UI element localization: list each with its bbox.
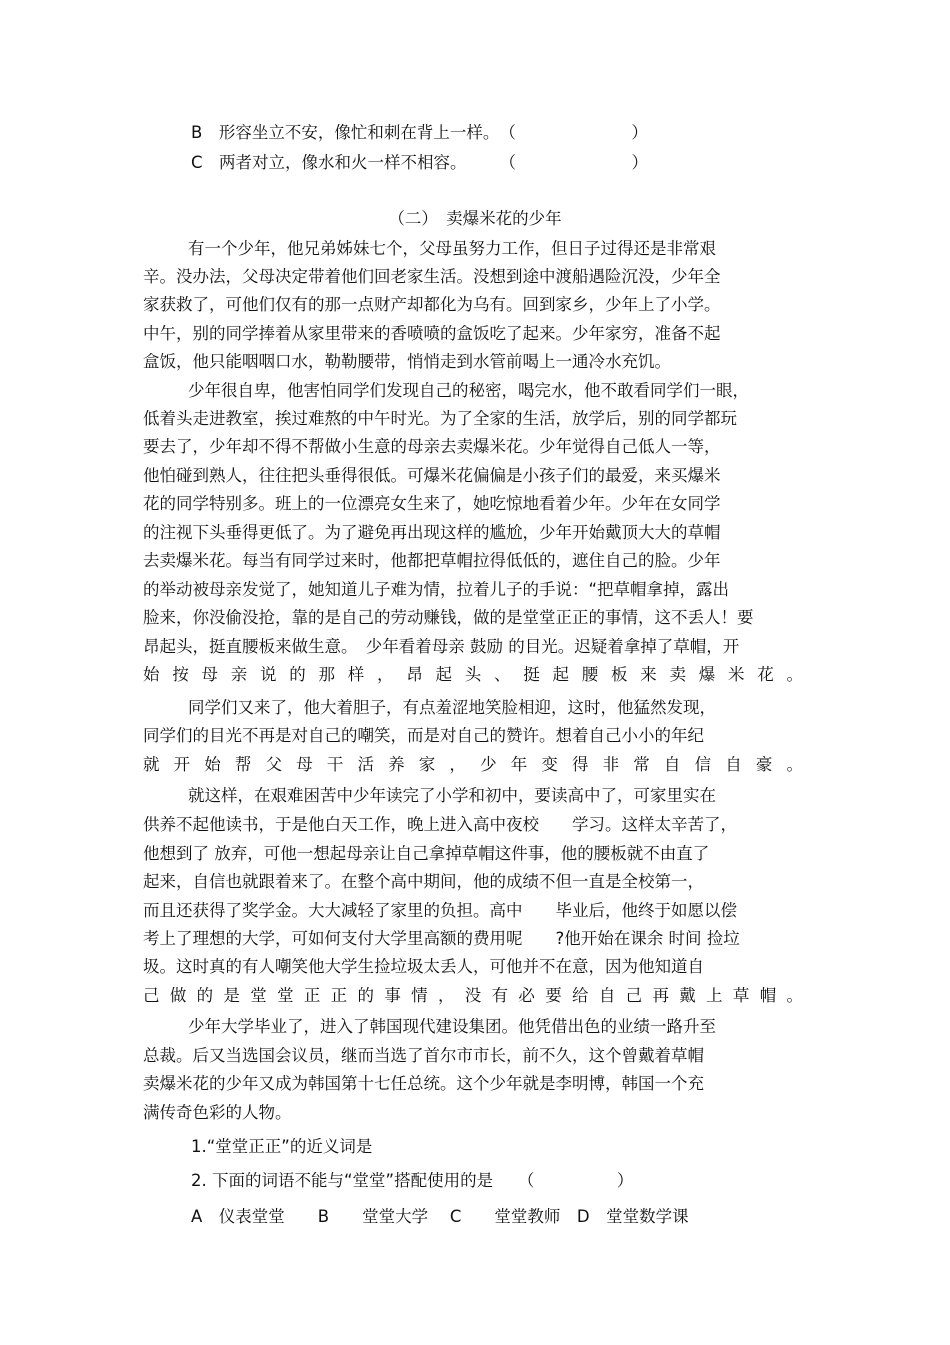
passage-line: 己做的是堂堂正正的事情，没有必要给自己再戴上草帽。 [143,986,803,1005]
passage-line: 辛。没办法，父母决定带着他们回老家生活。没想到途中渡船遇险沉没，少年全 [143,267,721,286]
passage-line: 他怕碰到熟人，往往把头垂得很低。可爆米花偏偏是小孩子们的最爱，来买爆米 [143,466,721,485]
passage-line: 始按母亲说的那样，昂起头、挺起腰板来卖爆米花。 [143,665,803,684]
passage-line: 圾。这时真的有人嘲笑他大学生捡垃圾太丢人，可他并不在意，因为他知道自 [143,957,704,976]
passage-line: 去卖爆米花。每当有同学过来时，他都把草帽拉得低低的，遮住自己的脸。少年 [143,551,721,570]
question-2: 2. 下面的词语不能与“堂堂”搭配使用的是 （ ） [191,1171,634,1190]
passage-line: 中午，别的同学捧着从家里带来的香喷喷的盒饭吃了起来。少年家穷，准备不起 [143,324,721,343]
passage-line: 盒饭，他只能咽咽口水，勒勒腰带，悄悄走到水管前喝上一通冷水充饥。 [143,352,671,371]
option-c: C 两者对立，像水和火一样不相容。 （ ） [191,153,649,172]
passage-line: 的举动被母亲发觉了，她知道儿子难为情，拉着儿子的手说：“把草帽拿掉，露出 [143,580,730,599]
option-b: B 形容坐立不安，像忙和刺在背上一样。 （ ） [191,123,648,142]
passage-line: 少年很自卑，他害怕同学们发现自己的秘密，喝完水，他不敢看同学们一眼， [188,381,749,400]
passage-line: 低着头走进教室，挨过难熬的中午时光。为了全家的生活，放学后，别的同学都玩 [143,409,737,428]
passage-line: 卖爆米花的少年又成为韩国第十七任总统。这个少年就是李明博，韩国一个充 [143,1074,704,1093]
answer-options: A 仪表堂堂 B 堂堂大学 C 堂堂教师 D 堂堂数学课 [191,1207,689,1226]
passage-line: 供养不起他读书，于是他白天工作，晚上进入高中夜校 学习。这样太辛苦了， [143,815,737,834]
passage-line: 他想到了 放弃，可他一想起母亲让自己拿掉草帽这件事，他的腰板就不由直了 [143,844,710,863]
passage-line: 有一个少年，他兄弟姊妹七个，父母虽努力工作，但日子过得还是非常艰 [188,239,716,258]
passage-line: 脸来，你没偷没抢，靠的是自己的劳动赚钱，做的是堂堂正正的事情，这不丢人！要 [143,608,754,627]
passage-line: 考上了理想的大学，可如何支付大学里高额的费用呢 ?他开始在课余 时间 捡垃 [143,929,740,948]
passage-line: 起来，自信也就跟着来了。在整个高中期间，他的成绩不但一直是全校第一， [143,872,704,891]
passage-line: 同学们又来了，他大着胆子，有点羞涩地笑脸相迎，这时，他猛然发现， [188,698,716,717]
passage-line: 总裁。后又当选国会议员，继而当选了首尔市市长，前不久，这个曾戴着草帽 [143,1046,704,1065]
passage-line: 的注视下头垂得更低了。为了避免再出现这样的尴尬，少年开始戴顶大大的草帽 [143,523,721,542]
passage-line: 要去了，少年却不得不帮做小生意的母亲去卖爆米花。少年觉得自己低人一等， [143,437,721,456]
passage-line: 就开始帮父母干活养家，少年变得非常自信自豪。 [143,755,803,774]
passage-line: 同学们的目光不再是对自己的嘲笑，而是对自己的赞许。想着自己小小的年纪 [143,726,704,745]
passage-line: 就这样，在艰难困苦中少年读完了小学和初中，要读高中了，可家里实在 [188,786,716,805]
passage-title: （二） 卖爆米花的少年 [388,209,562,228]
passage-line: 昂起头，挺直腰板来做生意。 少年看着母亲 鼓励 的目光。迟疑着拿掉了草帽，开 [143,637,740,656]
passage-line: 满传奇色彩的人物。 [143,1103,292,1122]
passage-line: 少年大学毕业了，进入了韩国现代建设集团。他凭借出色的业绩一路升至 [188,1017,716,1036]
question-1: 1.“堂堂正正”的近义词是 [191,1137,373,1156]
passage-line: 花的同学特别多。班上的一位漂亮女生来了，她吃惊地看着少年。少年在女同学 [143,494,721,513]
passage-line: 家获救了，可他们仅有的那一点财产却都化为乌有。回到家乡，少年上了小学。 [143,295,721,314]
passage-line: 而且还获得了奖学金。大大减轻了家里的负担。高中 毕业后，他终于如愿以偿 [143,901,737,920]
